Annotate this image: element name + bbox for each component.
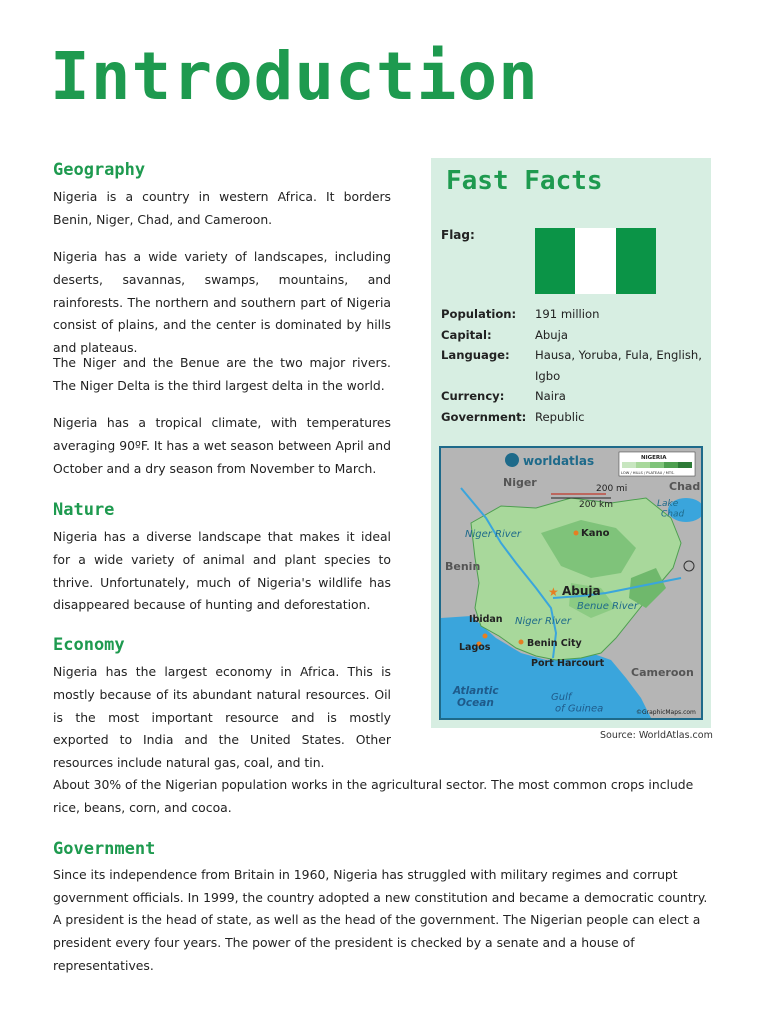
government-paragraph-2: A president is the head of state, as well as the head of the government. The Nigerian people can elect a president every four years. The power of the president is checked by a senate and a house of representatives. — [53, 912, 701, 973]
fact-value: Abuja — [535, 327, 568, 342]
page-title: Introduction — [50, 38, 539, 115]
capital-star-icon: ★ — [548, 585, 559, 599]
government-paragraph-1: Since its independence from Britain in 1960, Nigeria has struggled with military regimes and corrupt government officials. In 1999, the country adopted a new constitution and became a democratic country. — [53, 867, 708, 905]
map-brand: worldatlas — [523, 454, 595, 468]
fast-facts-list — [441, 304, 703, 427]
label-kano: Kano — [581, 528, 610, 539]
nigeria-flag — [535, 228, 656, 294]
geography-paragraph-3: The Niger and the Benue are the two major rivers. The Niger Delta is the third largest delta in the world. — [53, 355, 391, 393]
map-legend-caption: LOW / HILLS / PLATEAU / MTS. — [621, 471, 675, 475]
label-niger-river-south: Niger River — [515, 616, 571, 627]
flag-stripe-green-left — [535, 228, 575, 294]
city-dot — [519, 640, 524, 645]
label-lake-chad: Lake Chad — [657, 499, 685, 520]
geography-paragraph-2: Nigeria has a wide variety of landscapes, including deserts, savannas, swamps, mountains, and rainforests. The northern and southern part of Nigeria consist of plains, and the center is dominated by hills and plateaus. — [53, 249, 391, 356]
label-gulf-of-guinea: Gulf of Guinea — [551, 692, 604, 715]
flag-stripe-green-right — [616, 228, 656, 294]
label-cameroon: Cameroon — [631, 666, 694, 679]
fact-label: Language: — [441, 348, 510, 362]
label-benin-city: Benin City — [527, 638, 582, 649]
fact-capital — [441, 325, 703, 346]
label-abuja: Abuja — [562, 584, 601, 598]
fact-label: Government: — [441, 409, 527, 424]
label-benin: Benin — [445, 560, 481, 573]
fact-label: Population: — [441, 307, 517, 321]
fast-facts-title: Fast Facts — [446, 166, 603, 196]
fact-value: Hausa, Yoruba, Fula, English, Igbo — [535, 348, 702, 383]
flag-stripe-white — [575, 228, 615, 294]
label-atlantic: Atlantic Ocean — [453, 685, 499, 710]
label-ibidan: Ibidan — [469, 614, 503, 625]
map-credit: ©GraphicMaps.com — [636, 709, 696, 716]
label-chad: Chad — [669, 480, 701, 493]
label-lagos: Lagos — [459, 642, 491, 653]
city-dot — [483, 634, 488, 639]
flag-label: Flag: — [441, 228, 475, 242]
label-port-harcourt: Port Harcourt — [531, 658, 605, 669]
nature-heading: Nature — [53, 500, 115, 520]
geography-paragraph-4: Nigeria has a tropical climate, with temperatures averaging 90ºF. It has a wet season between April and October and a dry season from November to March. — [53, 415, 391, 476]
map-legend-title: NIGERIA — [641, 455, 667, 461]
nigeria-map — [439, 446, 703, 720]
fact-currency — [441, 386, 703, 407]
city-dot — [574, 531, 579, 536]
scale-miles: 200 mi — [596, 484, 628, 494]
nature-paragraph: Nigeria has a diverse landscape that makes it ideal for a wide variety of animal and plant species to thrive. Unfortunately, much of Nigeria's wildlife has disappeared because of hunting and deforestation. — [53, 529, 391, 613]
geography-heading: Geography — [53, 160, 146, 180]
fact-value: Naira — [535, 389, 566, 403]
government-heading: Government — [53, 839, 156, 859]
fact-population — [441, 304, 703, 325]
map-source: Source: WorldAtlas.com — [600, 730, 713, 741]
fact-government — [441, 407, 703, 428]
economy-heading: Economy — [53, 635, 125, 655]
economy-paragraph-1: Nigeria has the largest economy in Africa. This is mostly because of its abundant natural resources. Oil is the most important resource and is mostly exported to India and the United States. Other resources include natural gas, coal, and tin. — [53, 664, 391, 771]
fact-value: Republic — [535, 409, 585, 424]
worldatlas-globe-icon — [505, 453, 519, 467]
geography-paragraph-1: Nigeria is a country in western Africa. It borders Benin, Niger, Chad, and Cameroon. — [53, 189, 391, 227]
fact-label: Capital: — [441, 327, 492, 342]
label-niger-river-north: Niger River — [465, 529, 521, 540]
economy-paragraph-2: About 30% of the Nigerian population works in the agricultural sector. The most common crops include rice, beans, corn, and cocoa. — [53, 777, 694, 815]
label-niger: Niger — [503, 476, 537, 489]
fact-language — [441, 345, 703, 386]
fact-value: 191 million — [535, 307, 600, 321]
label-benue-river: Benue River — [577, 601, 638, 612]
scale-km: 200 km — [579, 500, 614, 510]
fact-label: Currency: — [441, 389, 505, 403]
